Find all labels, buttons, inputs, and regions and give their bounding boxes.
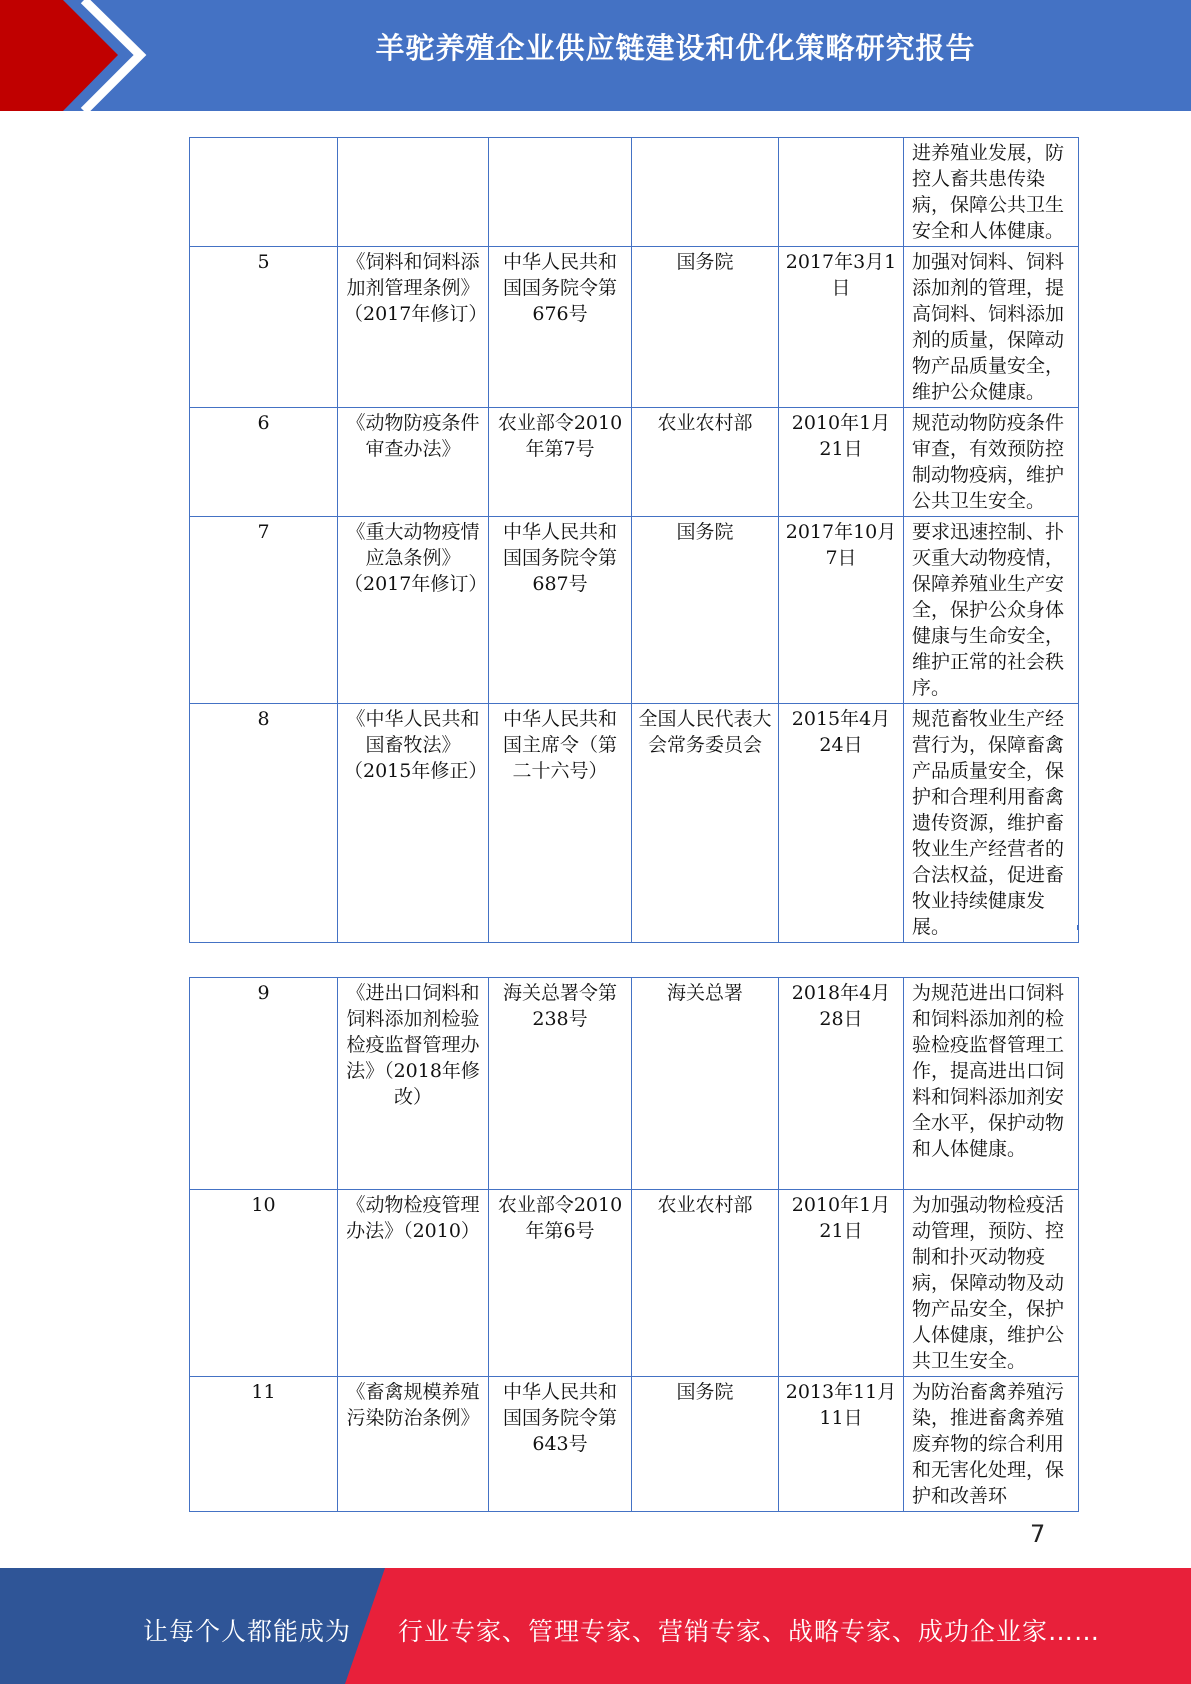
row-number: 7 bbox=[190, 517, 338, 704]
effective-date: 2015年4月24日 bbox=[779, 704, 904, 943]
footer-slogan-right: 行业专家、管理专家、营销专家、战略专家、成功企业家…… bbox=[398, 1617, 1101, 1646]
table-row bbox=[190, 978, 1079, 1190]
table-row bbox=[190, 517, 1079, 704]
row-number: 5 bbox=[190, 247, 338, 408]
regulation-name: 《进出口饲料和饲料添加剂检验检疫监督管理办法》（2018年修改） bbox=[338, 978, 489, 1190]
issuing-authority: 国务院 bbox=[632, 1377, 779, 1512]
issuing-document bbox=[489, 138, 632, 247]
regulations-table-bottom bbox=[189, 977, 1079, 1512]
issuing-document: 农业部令2010年第6号 bbox=[489, 1190, 632, 1377]
table-break-stub bbox=[1077, 925, 1078, 930]
row-number: 11 bbox=[190, 1377, 338, 1512]
effective-date: 2017年3月1日 bbox=[779, 247, 904, 408]
table-row bbox=[190, 704, 1079, 943]
issuing-authority bbox=[632, 138, 779, 247]
header-arrow-decoration bbox=[0, 0, 160, 111]
regulation-name: 《饲料和饲料添加剂管理条例》（2017年修订） bbox=[338, 247, 489, 408]
regulation-purpose: 加强对饲料、饲料添加剂的管理，提高饲料、饲料添加剂的质量，保障动物产品质量安全，维护公众健康。 bbox=[904, 247, 1079, 408]
regulation-purpose: 为加强动物检疫活动管理，预防、控制和扑灭动物疫病，保障动物及动物产品安全，保护人体健康，维护公共卫生安全。 bbox=[904, 1190, 1079, 1377]
issuing-document: 海关总署令第238号 bbox=[489, 978, 632, 1190]
regulation-name: 《重大动物疫情应急条例》（2017年修订） bbox=[338, 517, 489, 704]
issuing-authority: 国务院 bbox=[632, 517, 779, 704]
row-number: 9 bbox=[190, 978, 338, 1190]
row-number: 8 bbox=[190, 704, 338, 943]
effective-date: 2010年1月21日 bbox=[779, 408, 904, 517]
page-header bbox=[0, 0, 1191, 111]
regulation-name: 《中华人民共和国畜牧法》（2015年修正） bbox=[338, 704, 489, 943]
issuing-document: 中华人民共和国国务院令第676号 bbox=[489, 247, 632, 408]
regulations-table-top bbox=[189, 137, 1079, 943]
page-number: 7 bbox=[1030, 1520, 1046, 1548]
table-row bbox=[190, 247, 1079, 408]
regulation-name: 《畜禽规模养殖污染防治条例》 bbox=[338, 1377, 489, 1512]
regulation-name bbox=[338, 138, 489, 247]
regulation-purpose: 为规范进出口饲料和饲料添加剂的检验检疫监督管理工作，提高进出口饲料和饲料添加剂安全水平，保护动物和人体健康。 bbox=[904, 978, 1079, 1190]
regulation-purpose: 进养殖业发展，防控人畜共患传染病，保障公共卫生安全和人体健康。 bbox=[904, 138, 1079, 247]
issuing-authority: 农业农村部 bbox=[632, 408, 779, 517]
table-row bbox=[190, 1377, 1079, 1512]
effective-date: 2018年4月28日 bbox=[779, 978, 904, 1190]
issuing-authority: 全国人民代表大会常务委员会 bbox=[632, 704, 779, 943]
regulation-name: 《动物检疫管理办法》（2010） bbox=[338, 1190, 489, 1377]
effective-date: 2010年1月21日 bbox=[779, 1190, 904, 1377]
row-number: 6 bbox=[190, 408, 338, 517]
effective-date bbox=[779, 138, 904, 247]
issuing-document: 中华人民共和国国务院令第687号 bbox=[489, 517, 632, 704]
issuing-document: 中华人民共和国主席令（第二十六号） bbox=[489, 704, 632, 943]
footer-slogan-left: 让每个人都能成为 bbox=[143, 1617, 352, 1646]
page-footer bbox=[0, 1568, 1191, 1684]
issuing-authority: 农业农村部 bbox=[632, 1190, 779, 1377]
row-number bbox=[190, 138, 338, 247]
effective-date: 2017年10月7日 bbox=[779, 517, 904, 704]
table-break-stub bbox=[189, 925, 190, 930]
row-number: 10 bbox=[190, 1190, 338, 1377]
regulation-purpose: 规范畜牧业生产经营行为，保障畜禽产品质量安全，保护和合理利用畜禽遗传资源，维护畜牧业生产经营者的合法权益，促进畜牧业持续健康发展。 bbox=[904, 704, 1079, 943]
table-row bbox=[190, 138, 1079, 247]
regulation-purpose: 要求迅速控制、扑灭重大动物疫情，保障养殖业生产安全，保护公众身体健康与生命安全，维护正常的社会秩序。 bbox=[904, 517, 1079, 704]
regulation-purpose: 为防治畜禽养殖污染，推进畜禽养殖废弃物的综合利用和无害化处理，保护和改善环 bbox=[904, 1377, 1079, 1512]
table-row bbox=[190, 408, 1079, 517]
table-row bbox=[190, 1190, 1079, 1377]
regulation-name: 《动物防疫条件审查办法》 bbox=[338, 408, 489, 517]
regulation-purpose: 规范动物防疫条件审查，有效预防控制动物疫病，维护公共卫生安全。 bbox=[904, 408, 1079, 517]
issuing-document: 农业部令2010年第7号 bbox=[489, 408, 632, 517]
issuing-document: 中华人民共和国国务院令第643号 bbox=[489, 1377, 632, 1512]
effective-date: 2013年11月11日 bbox=[779, 1377, 904, 1512]
issuing-authority: 海关总署 bbox=[632, 978, 779, 1190]
report-title: 羊驼养殖企业供应链建设和优化策略研究报告 bbox=[375, 31, 976, 65]
issuing-authority: 国务院 bbox=[632, 247, 779, 408]
